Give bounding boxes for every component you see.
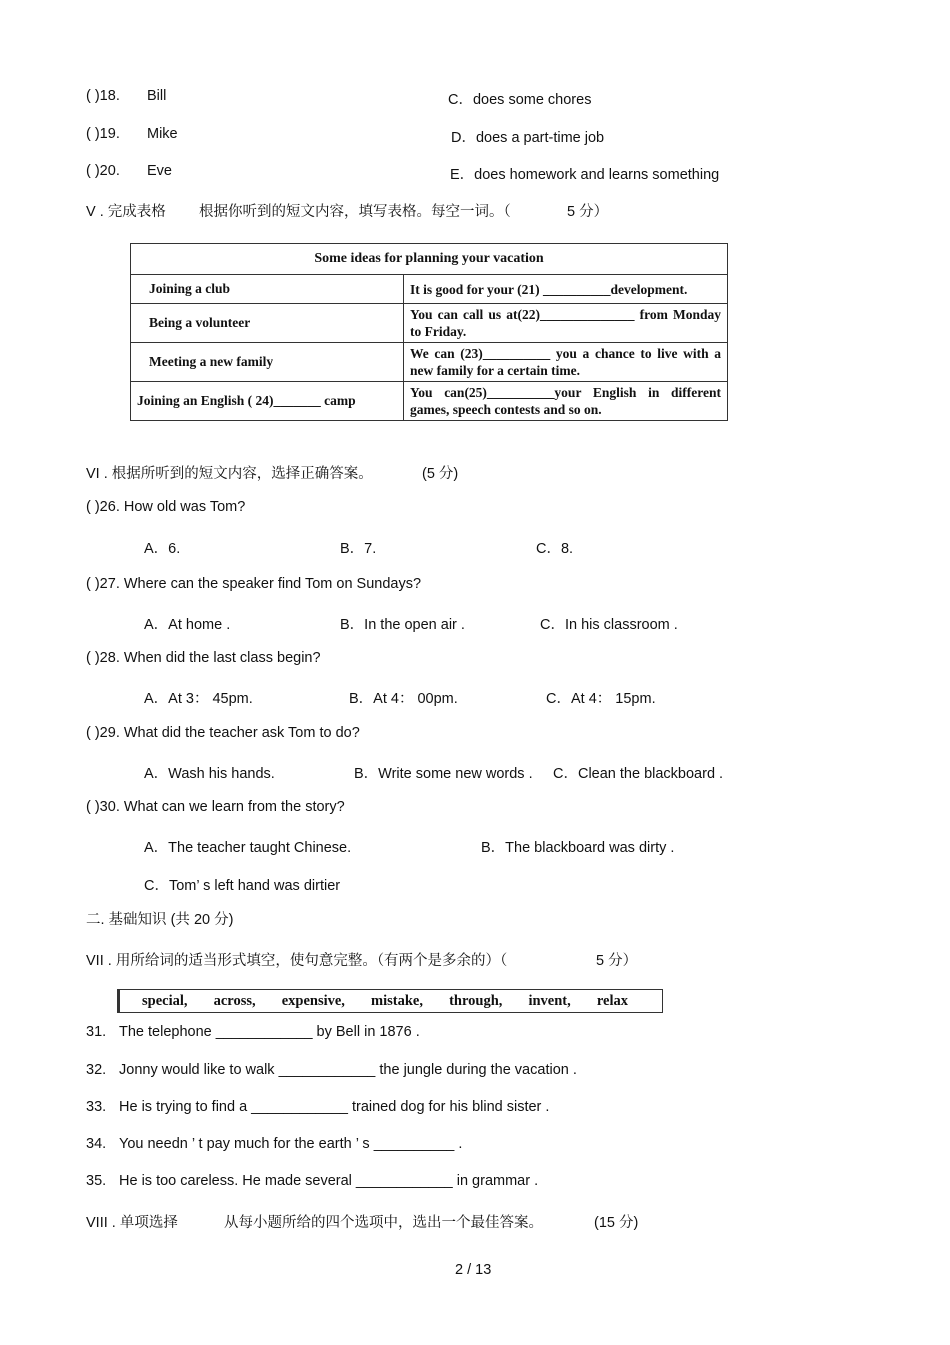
question-20-name: Eve	[147, 163, 172, 179]
table-row-right: We can (23)__________ you a chance to live with a new family for a certain time.	[404, 343, 728, 382]
question-29-option-a: A．Wash his hands.	[144, 766, 275, 782]
question-28-option-c: C．At 4： 15pm.	[546, 691, 656, 707]
fill-35-sentence: He is too careless. He made several ____________ in grammar .	[119, 1173, 539, 1189]
question-27-option-a: A．At home .	[144, 617, 231, 633]
fill-34-sentence: You needn ’ t pay much for the earth ’ s __________ .	[119, 1136, 463, 1152]
fill-31-number: 31.	[86, 1024, 107, 1040]
table-row-right: It is good for your (21) __________development.	[404, 275, 728, 304]
word-bank-box	[117, 989, 663, 1013]
question-26: ( )26. How old was Tom?	[86, 499, 246, 515]
word-bank-item: expensive,	[281, 992, 345, 1009]
word-bank-item: through,	[449, 992, 503, 1009]
table-row-left: Joining a club	[131, 275, 404, 304]
question-27-option-b: B．In the open air .	[340, 617, 465, 633]
question-29: ( )29. What did the teacher ask Tom to do?	[86, 725, 360, 741]
question-30-option-c: C．Tom’ s left hand was dirtier	[144, 878, 341, 894]
section-8-title: VIII . 单项选择	[86, 1215, 178, 1231]
fill-34-number: 34.	[86, 1136, 107, 1152]
section-5-title: V . 完成表格	[86, 204, 166, 220]
question-26-option-c: C．8.	[536, 541, 574, 557]
section-5-instructions: 根据你听到的短文内容，填写表格。每空一词。（	[199, 204, 511, 220]
table-row-left: Being a volunteer	[131, 304, 404, 343]
page-number: 2 / 13	[455, 1262, 492, 1278]
question-29-option-c: C．Clean the blackboard .	[553, 766, 724, 782]
table-row-left: Joining an English ( 24)_______ camp	[131, 382, 404, 421]
section-6-points: (5 分)	[422, 466, 459, 482]
fill-33-sentence: He is trying to find a ____________ trained dog for his blind sister .	[119, 1099, 550, 1115]
word-bank-item: across,	[213, 992, 256, 1009]
question-19-name: Mike	[147, 126, 178, 142]
word-bank-item: special,	[142, 992, 188, 1009]
section-5-points: 5 分）	[567, 204, 609, 220]
section-7-title: VII . 用所给词的适当形式填空，使句意完整。（有两个是多余的）（	[86, 953, 508, 969]
fill-32-number: 32.	[86, 1062, 107, 1078]
table-row-right: You can(25)__________your English in different games, speech contests and so on.	[404, 382, 728, 421]
fill-31-sentence: The telephone ____________ by Bell in 1876 .	[119, 1024, 420, 1040]
question-26-option-b: B．7.	[340, 541, 377, 557]
question-29-option-b: B．Write some new words .	[354, 766, 533, 782]
table-row-left: Meeting a new family	[131, 343, 404, 382]
section-8-points: (15 分)	[594, 1215, 639, 1231]
section-7-points: 5 分）	[596, 953, 638, 969]
option-d-part-time-job: D．does a part-time job	[451, 130, 605, 146]
section-6-title: VI . 根据所听到的短文内容，选择正确答案。	[86, 466, 373, 482]
question-18-name: Bill	[147, 88, 167, 104]
question-18-number: ( )18.	[86, 88, 120, 104]
option-e-homework: E．does homework and learns something	[450, 167, 720, 183]
table-row-right: You can call us at(22)______________ from Monday to Friday.	[404, 304, 728, 343]
table-header: Some ideas for planning your vacation	[131, 244, 728, 275]
question-30: ( )30. What can we learn from the story?	[86, 799, 345, 815]
question-19-number: ( )19.	[86, 126, 120, 142]
fill-35-number: 35.	[86, 1173, 107, 1189]
question-30-option-b: B．The blackboard was dirty .	[481, 840, 675, 856]
question-28: ( )28. When did the last class begin?	[86, 650, 321, 666]
question-30-option-a: A．The teacher taught Chinese.	[144, 840, 352, 856]
part-2-title: 二. 基础知识 (共 20 分)	[86, 912, 234, 928]
vacation-ideas-table	[130, 243, 728, 421]
question-28-option-a: A．At 3： 45pm.	[144, 691, 253, 707]
fill-32-sentence: Jonny would like to walk ____________ the jungle during the vacation .	[119, 1062, 577, 1078]
word-bank-item: mistake,	[371, 992, 423, 1009]
question-26-option-a: A．6.	[144, 541, 181, 557]
fill-33-number: 33.	[86, 1099, 107, 1115]
section-8-instructions: 从每小题所给的四个选项中，选出一个最佳答案。	[224, 1215, 543, 1231]
question-28-option-b: B．At 4： 00pm.	[349, 691, 458, 707]
question-27-option-c: C．In his classroom .	[540, 617, 678, 633]
question-27: ( )27. Where can the speaker find Tom on Sundays?	[86, 576, 422, 592]
option-c-chores: C．does some chores	[448, 92, 592, 108]
word-bank-item: relax	[596, 992, 628, 1009]
word-bank-item: invent,	[528, 992, 571, 1009]
question-20-number: ( )20.	[86, 163, 120, 179]
